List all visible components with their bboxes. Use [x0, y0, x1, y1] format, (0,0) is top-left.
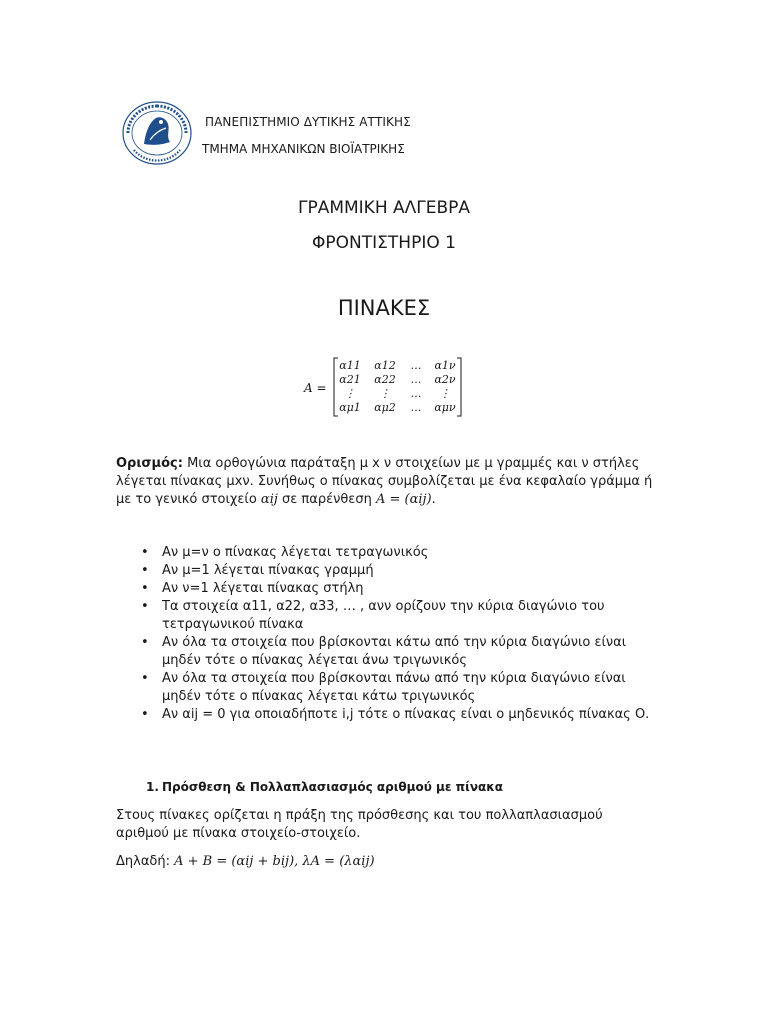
bullet-icon: •	[141, 545, 149, 560]
section-number: 1.	[146, 780, 159, 794]
section-title: Πρόσθεση & Πολλαπλασιασμός αριθμού με πίνακα	[162, 780, 504, 794]
list-item-text: Αν μ=ν ο πίνακας λέγεται τετραγωνικός	[162, 545, 429, 560]
matrix-cell: α2ν	[434, 373, 456, 386]
matrix-cell: α12	[374, 359, 396, 372]
tutorial-title: ΦΡΟΝΤΙΣΤΗΡΙΟ 1	[312, 233, 456, 253]
bullet-icon: •	[141, 671, 149, 686]
definition-end: .	[431, 492, 436, 507]
addition-formula-line	[116, 853, 656, 871]
definition-element: αij	[260, 492, 278, 507]
matrix-left-bracket	[334, 358, 338, 416]
list-item	[116, 562, 661, 580]
matrix-cell: α21	[339, 373, 361, 386]
matrix-cell: ⋮	[344, 387, 356, 400]
list-item	[116, 580, 661, 598]
university-seal-logo-icon	[120, 100, 194, 166]
bullet-icon: •	[141, 599, 149, 614]
matrix-cell: …	[410, 373, 422, 386]
bullet-icon: •	[141, 707, 149, 722]
list-item-text: Αν όλα τα στοιχεία που βρίσκονται κάτω από την κύρια διαγώνιο είναι μηδέν τότε ο πίνακας λέγεται άνω τριγωνικός	[162, 635, 627, 668]
matrix-lhs: A =	[304, 381, 327, 395]
list-item	[116, 544, 661, 562]
matrix-types-list	[116, 544, 661, 724]
definition-text-1: Μια ορθογώνια παράταξη μ x ν στοιχείων με μ γραμμές και ν στήλες λέγεται πίνακας μxν. Συνήθως ο πίνακας συμβολίζεται με ένα κεφαλαίο γράμμα ή με το γενικό στοιχείο	[116, 456, 653, 507]
definition-paragraph	[116, 455, 656, 509]
definition-text-2: σε παρένθεση	[277, 492, 376, 507]
definition-formula: A = (αij)	[375, 492, 432, 507]
topic-title: ΠΙΝΑΚΕΣ	[337, 296, 431, 320]
matrix-cell: α22	[374, 373, 396, 386]
bullet-icon: •	[141, 581, 149, 596]
course-title: ΓΡΑΜΜΙΚΗ ΑΛΓΕΒΡΑ	[297, 198, 471, 218]
addition-formula: A + B = (αij + bij), λA = (λαij)	[174, 854, 375, 869]
list-item-text: Αν αij = 0 για οποιαδήποτε i,j τότε ο πίνακας είναι ο μηδενικός πίνακας Ο.	[162, 707, 650, 722]
formula-prefix: Δηλαδή:	[116, 854, 175, 869]
matrix-cell: …	[410, 359, 422, 372]
list-item-text: Αν μ=1 λέγεται πίνακας γραμμή	[162, 563, 374, 578]
matrix-cell: ⋮	[439, 387, 451, 400]
matrix-cell: αμ1	[339, 401, 361, 414]
matrix-cell: αμν	[434, 401, 456, 414]
department-name: ΤΜΗΜΑ ΜΗΧΑΝΙΚΩΝ ΒΙΟΪΑΤΡΙΚΗΣ	[202, 142, 405, 156]
list-item-text: Τα στοιχεία α11, α22, α33, … , ανν ορίζουν την κύρια διαγώνιο του τετραγωνικού πίνακα	[162, 599, 605, 632]
list-item	[116, 634, 661, 670]
bullet-icon: •	[141, 635, 149, 650]
university-name: ΠΑΝΕΠΙΣΤΗΜΙΟ ΔΥΤΙΚΗΣ ΑΤΤΙΚΗΣ	[205, 115, 411, 129]
list-item	[116, 670, 661, 706]
list-item-text: Αν ν=1 λέγεται πίνακας στήλη	[162, 581, 364, 596]
list-item-text: Αν όλα τα στοιχεία που βρίσκονται πάνω από την κύρια διαγώνιο είναι μηδέν τότε ο πίνακας λέγεται κάτω τριγωνικός	[162, 671, 626, 704]
bullet-icon: •	[141, 563, 149, 578]
matrix-cell: α11	[339, 359, 361, 372]
definition-label: Ορισμός:	[116, 456, 183, 471]
matrix-cell: ⋮	[379, 387, 391, 400]
matrix-cell: …	[410, 387, 422, 400]
list-item	[116, 706, 661, 724]
matrix-cell: α1ν	[434, 359, 456, 372]
matrix-a-definition	[300, 356, 480, 418]
matrix-cell: αμ2	[374, 401, 396, 414]
list-item	[116, 598, 661, 634]
matrix-cell: …	[410, 401, 422, 414]
addition-paragraph: Στους πίνακες ορίζεται η πράξη της πρόσθεσης και του πολλαπλασιασμού αριθμού με πίνακα στοιχείο-στοιχείο.	[116, 808, 603, 841]
matrix-right-bracket	[457, 358, 461, 416]
